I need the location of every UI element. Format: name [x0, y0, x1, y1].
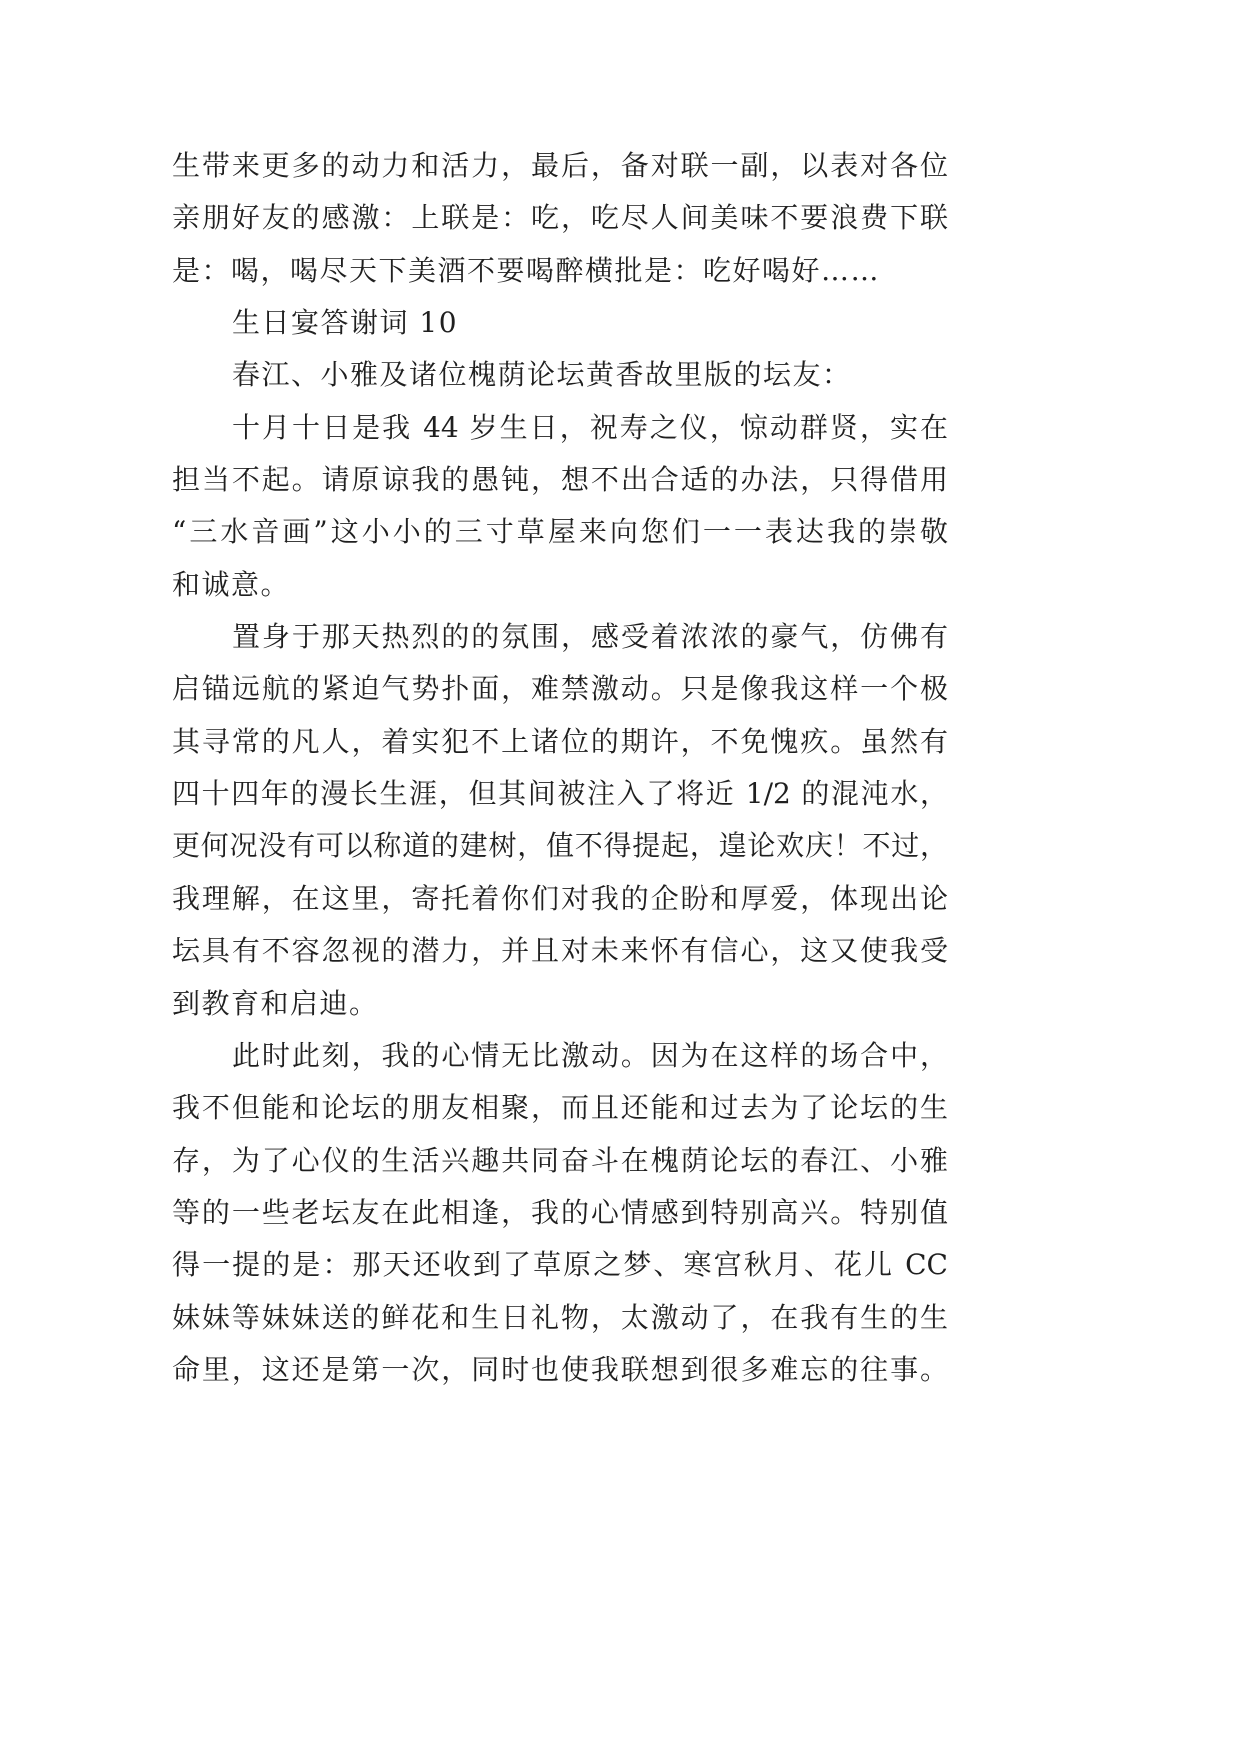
paragraph-line: 等的一些老坛友在此相逢，我的心情感到特别高兴。特别值	[172, 1195, 948, 1229]
paragraph-line: 十月十日是我 44 岁生日，祝寿之仪，惊动群贤，实在	[232, 410, 948, 444]
paragraph-line: “三水音画”这小小的三寸草屋来向您们一一表达我的崇敬	[172, 515, 948, 549]
paragraph-line: 担当不起。请原谅我的愚钝，想不出合适的办法，只得借用	[172, 463, 948, 497]
paragraph-line: 其寻常的凡人，着实犯不上诸位的期许，不免愧疚。虽然有	[172, 724, 948, 758]
body-paragraph	[172, 402, 948, 611]
paragraph-line: 此时此刻，我的心情无比激动。因为在这样的场合中，	[232, 1038, 948, 1072]
continuation-paragraph	[172, 140, 948, 297]
paragraph-line: 存，为了心仪的生活兴趣共同奋斗在槐荫论坛的春江、小雅	[172, 1143, 948, 1177]
paragraph-line: 四十四年的漫长生涯，但其间被注入了将近 1/2 的混沌水，	[172, 777, 948, 811]
paragraph-line: 和诚意。	[172, 567, 291, 601]
paragraph-line: 我不但能和论坛的朋友相聚，而且还能和过去为了论坛的生	[172, 1091, 948, 1125]
paragraph-line: 是：喝，喝尽天下美酒不要喝醉横批是：吃好喝好……	[172, 253, 881, 287]
body-paragraph	[172, 1030, 948, 1396]
paragraph-line: 坛具有不容忽视的潜力，并且对未来怀有信心，这又使我受	[172, 934, 948, 968]
paragraph-line: 启锚远航的紧迫气势扑面，难禁激动。只是像我这样一个极	[172, 672, 948, 706]
document-body	[172, 140, 948, 1396]
paragraph-line: 置身于那天热烈的的氛围，感受着浓浓的豪气，仿佛有	[232, 620, 948, 654]
salutation-line: 春江、小雅及诸位槐荫论坛黄香故里版的坛友：	[232, 358, 852, 392]
paragraph-line: 妹妹等妹妹送的鲜花和生日礼物，太激动了，在我有生的生	[172, 1300, 948, 1334]
paragraph-line: 得一提的是：那天还收到了草原之梦、寒宫秋月、花儿 CC	[172, 1248, 948, 1282]
paragraph-line: 更何况没有可以称道的建树，值不得提起，遑论欢庆！不过，	[172, 829, 948, 863]
paragraph-line: 到教育和启迪。	[172, 986, 379, 1020]
section-heading: 生日宴答谢词 10	[232, 306, 459, 340]
paragraph-line: 生带来更多的动力和活力，最后，备对联一副，以表对各位	[172, 149, 948, 182]
paragraph-line: 亲朋好友的感激：上联是：吃，吃尽人间美味不要浪费下联	[172, 201, 948, 235]
paragraph-line: 命里，这还是第一次，同时也使我联想到很多难忘的往事。	[172, 1352, 948, 1386]
paragraph-line: 我理解，在这里，寄托着你们对我的企盼和厚爱，体现出论	[172, 881, 948, 915]
body-paragraph	[172, 611, 948, 1030]
